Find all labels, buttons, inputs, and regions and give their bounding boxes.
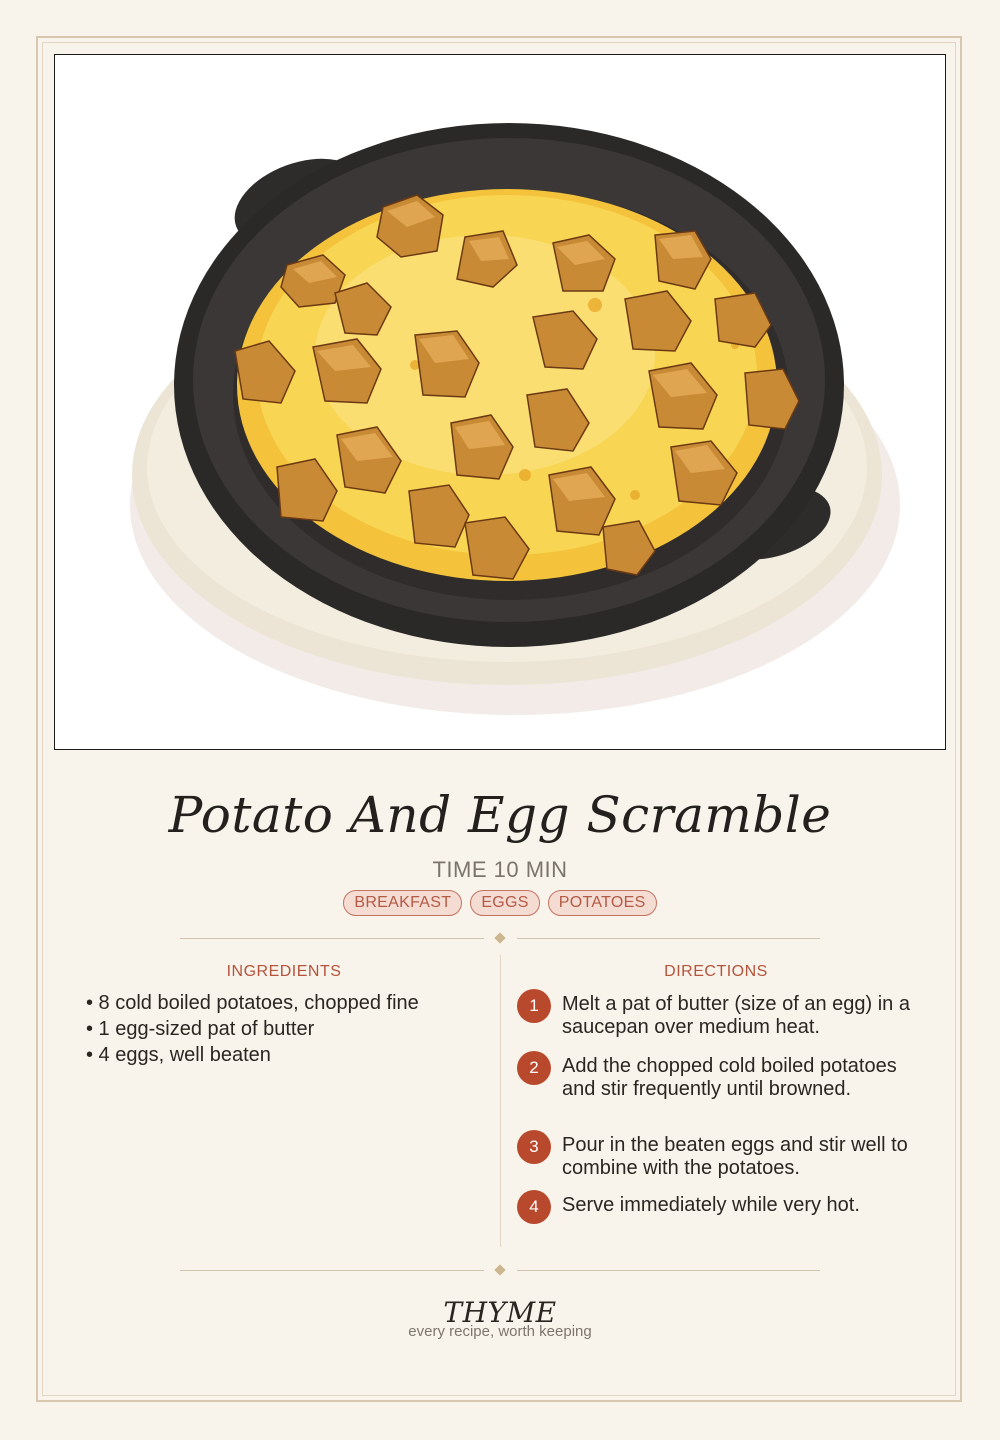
brand-tagline: every recipe, worth keeping [408, 1323, 592, 1340]
step-number-badge: 1 [517, 989, 551, 1023]
step-number-badge: 4 [517, 1190, 551, 1224]
directions-heading: DIRECTIONS [664, 963, 768, 980]
brand-logo: THYME [443, 1296, 557, 1329]
step-text: Pour in the beaten eggs and stir well to combine with the potatoes. [562, 1134, 908, 1179]
tag-breakfast[interactable]: BREAKFAST [343, 890, 462, 916]
diamond-ornament-icon [494, 1264, 505, 1275]
section-divider-bottom [180, 1264, 820, 1278]
ingredient-item: • 4 eggs, well beaten [86, 1044, 271, 1066]
tag-list [0, 890, 1000, 916]
tag-potatoes[interactable]: POTATOES [548, 890, 657, 916]
recipe-title: Potato And Egg Scramble [168, 786, 832, 844]
cook-time: TIME 10 MIN [432, 857, 568, 882]
recipe-photo [54, 54, 946, 750]
ingredient-item: • 8 cold boiled potatoes, chopped fine [86, 992, 419, 1014]
step-text: Melt a pat of butter (size of an egg) in a saucepan over medium heat. [562, 993, 910, 1038]
column-divider [500, 955, 501, 1247]
section-divider-top [180, 932, 820, 946]
skillet-illustration [55, 55, 946, 750]
diamond-ornament-icon [494, 932, 505, 943]
ingredients-heading: INGREDIENTS [226, 963, 342, 980]
step-number-badge: 3 [517, 1130, 551, 1164]
step-text: Add the chopped cold boiled potatoes and stir frequently until browned. [562, 1055, 897, 1100]
tag-eggs[interactable]: EGGS [470, 890, 539, 916]
step-number-badge: 2 [517, 1051, 551, 1085]
step-text: Serve immediately while very hot. [562, 1194, 860, 1216]
ingredients-list [86, 990, 486, 1068]
ingredient-item: • 1 egg-sized pat of butter [86, 1018, 315, 1040]
